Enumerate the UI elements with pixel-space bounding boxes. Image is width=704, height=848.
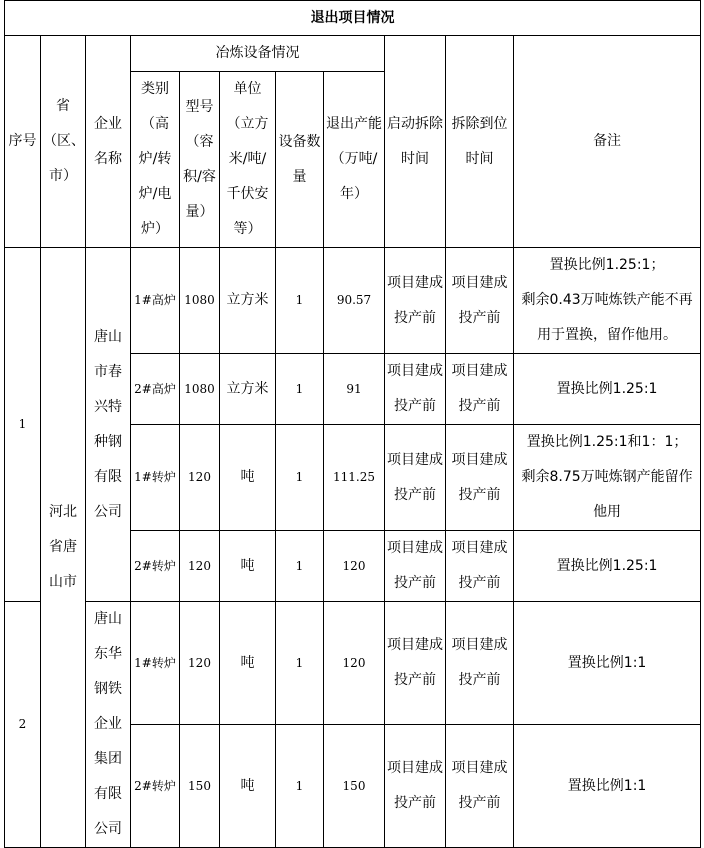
remark-line: 剩余0.43万吨炼铁产能不再用于置换，留作他用。 [521,292,693,343]
header-finish: 拆除到位时间 [446,36,514,248]
header-count: 设备数量 [276,72,324,248]
company-name: 唐山东华钢铁企业集团有限公司 [86,602,131,848]
equipment-category: 2#转炉 [131,531,180,602]
equipment-category: 1#转炉 [131,602,180,725]
start-time: 项目建成投产前 [385,248,446,354]
start-time: 项目建成投产前 [385,602,446,725]
remark-line: 置换比例1:1 [567,777,647,794]
table-title: 退出项目情况 [5,1,701,36]
remark [514,248,701,354]
company-name: 唐山市春兴特种钢有限公司 [86,248,131,602]
remark-line: 置换比例1.25:1 [556,380,658,397]
equipment-category: 1#转炉 [131,425,180,531]
exit-capacity: 150 [324,725,385,848]
remark-line: 置换比例1.25:1和1：1； [526,434,688,450]
equipment-unit: 吨 [220,531,276,602]
province-cell: 河北省唐山市 [41,248,86,848]
group-seq: 2 [5,602,41,848]
equipment-model: 1080 [180,354,220,425]
exit-capacity: 111.25 [324,425,385,531]
remark [514,354,701,425]
equipment-count: 1 [276,725,324,848]
exit-capacity: 120 [324,602,385,725]
header-model: 型号（容积/容量） [180,72,220,248]
equipment-category: 2#转炉 [131,725,180,848]
equipment-count: 1 [276,602,324,725]
equipment-model: 120 [180,531,220,602]
start-time: 项目建成投产前 [385,725,446,848]
remark-line: 剩余8.75万吨炼钢产能留作他用 [521,469,693,520]
equipment-count: 1 [276,425,324,531]
start-time: 项目建成投产前 [385,531,446,602]
equipment-unit: 吨 [220,602,276,725]
start-time: 项目建成投产前 [385,354,446,425]
remark [514,531,701,602]
finish-time: 项目建成投产前 [446,248,514,354]
remark [514,725,701,848]
group-seq: 1 [5,248,41,602]
equipment-model: 1080 [180,248,220,354]
remark [514,602,701,725]
remark-line: 置换比例1.25:1 [556,557,658,574]
exit-projects-table [4,0,701,848]
equipment-category: 2#高炉 [131,354,180,425]
equipment-category: 1#高炉 [131,248,180,354]
header-start: 启动拆除时间 [385,36,446,248]
remark [514,425,701,531]
header-unit: 单位（立方米/吨/千伏安等） [220,72,276,248]
equipment-model: 150 [180,725,220,848]
remark-line: 置换比例1:1 [567,654,647,671]
header-province: 省（区、市） [41,36,86,248]
header-company: 企业名称 [86,36,131,248]
equipment-unit: 立方米 [220,354,276,425]
header-note: 备注 [514,36,701,248]
exit-capacity: 91 [324,354,385,425]
equipment-count: 1 [276,531,324,602]
equipment-unit: 吨 [220,725,276,848]
equipment-unit: 立方米 [220,248,276,354]
header-category: 类别（高炉/转炉/电炉） [131,72,180,248]
equipment-count: 1 [276,354,324,425]
equipment-model: 120 [180,425,220,531]
exit-capacity: 120 [324,531,385,602]
start-time: 项目建成投产前 [385,425,446,531]
finish-time: 项目建成投产前 [446,354,514,425]
finish-time: 项目建成投产前 [446,425,514,531]
header-seq: 序号 [5,36,41,248]
finish-time: 项目建成投产前 [446,602,514,725]
exit-capacity: 90.57 [324,248,385,354]
equipment-model: 120 [180,602,220,725]
finish-time: 项目建成投产前 [446,725,514,848]
header-equipment-group: 冶炼设备情况 [131,36,385,72]
equipment-unit: 吨 [220,425,276,531]
equipment-count: 1 [276,248,324,354]
header-capacity: 退出产能（万吨/年） [324,72,385,248]
remark-line: 置换比例1.25:1； [549,257,665,273]
finish-time: 项目建成投产前 [446,531,514,602]
